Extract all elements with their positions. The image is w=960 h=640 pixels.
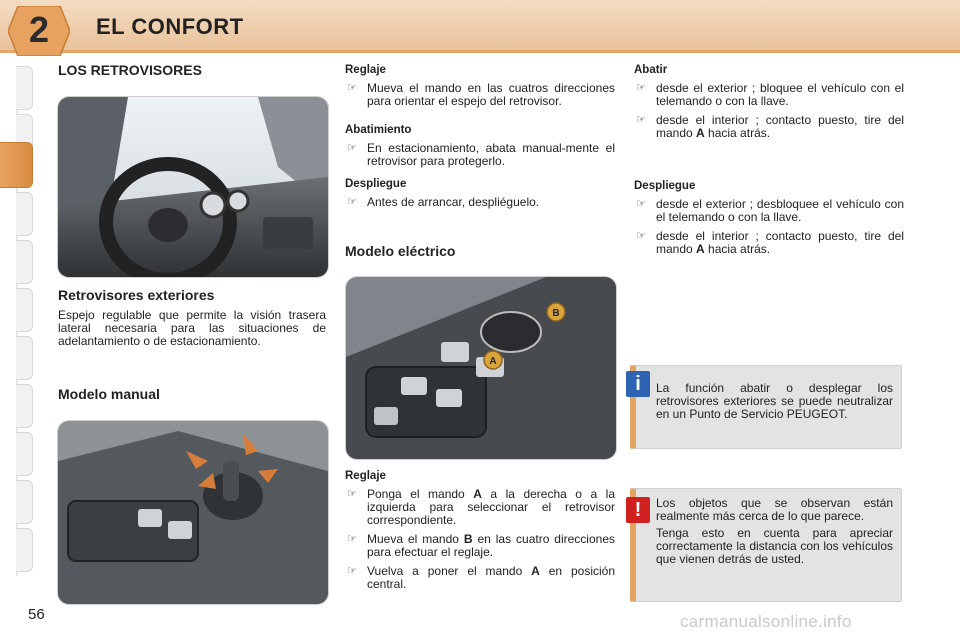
info-box [630, 365, 902, 449]
list-item-text: en posición central. [367, 564, 616, 591]
reglaje-electric-title: Reglaje [345, 470, 386, 482]
list-item-text: Antes de arrancar, despliéguelo. [367, 195, 540, 209]
list-item-text: En estacionamiento, abata manual-mente el retrovisor para protegerlo. [367, 141, 615, 168]
list-item [634, 82, 904, 108]
list-item-text: en las cuatro direcciones para efectuar el reglaje. [367, 532, 615, 559]
list-item [634, 114, 904, 140]
abatir-list [634, 82, 904, 146]
manual-control-photo [57, 420, 329, 605]
chapter-tab[interactable] [16, 528, 33, 572]
list-item-text: desde el exterior ; desbloquee el vehículo con el telemando o con la llave. [656, 197, 904, 224]
control-label: A [696, 242, 705, 256]
label-a: A [489, 356, 497, 367]
list-item [634, 198, 904, 224]
list-item-text: Mueva el mando en las cuatros direcciones para orientar el espejo del retrovisor. [367, 81, 615, 108]
reglaje-title: Reglaje [345, 64, 386, 76]
abatir-title: Abatir [634, 64, 668, 76]
list-item-text: desde el interior ; contacto puesto, tire del mando [656, 113, 904, 140]
list-item [345, 142, 615, 168]
despliegue-list [345, 196, 615, 215]
chapter-title: EL CONFORT [96, 14, 244, 39]
list-item [345, 565, 615, 591]
chapter-number: 2 [28, 9, 50, 50]
manual-model-title: Modelo manual [58, 386, 160, 402]
pointing-hand-icon: ☞ [347, 488, 357, 500]
page-number: 56 [28, 606, 45, 623]
list-item [345, 533, 615, 559]
control-label: A [531, 564, 540, 578]
chapter-tab-active[interactable] [0, 142, 33, 188]
exterior-mirrors-text: Espejo regulable que permite la visión trasera lateral necesaria para las situaciones de adelantamiento o de estacionamiento. [58, 308, 326, 348]
control-label: B [463, 532, 473, 546]
chapter-tab[interactable] [16, 288, 33, 332]
info-text: La función abatir o desplegar los retrovisores exteriores se puede neutralizar en un Punto de Servicio PEUGEOT. [656, 381, 893, 421]
list-item-text: Ponga el mando [367, 487, 474, 501]
despliegue-right-list [634, 198, 904, 262]
list-item-text: hacia atrás. [704, 126, 771, 140]
chapter-tab[interactable] [16, 240, 33, 284]
list-item-text: a la derecha o a la izquierda para seleccionar el retrovisor correspondiente. [367, 487, 616, 527]
pointing-hand-icon: ☞ [636, 230, 646, 242]
list-item-text: desde el interior ; contacto puesto, tire del mando [656, 229, 904, 256]
warning-text: Tenga esto en cuenta para apreciar correctamente la distancia con los vehículos que vienen detrás de usted. [656, 526, 893, 566]
pointing-hand-icon: ☞ [636, 198, 646, 210]
pointing-hand-icon: ☞ [347, 565, 357, 577]
warning-box [630, 488, 902, 602]
pointing-hand-icon: ☞ [347, 142, 357, 154]
control-label: A [696, 126, 705, 140]
list-item [345, 488, 615, 527]
list-item-text: Mueva el mando [367, 532, 464, 546]
exterior-mirrors-title: Retrovisores exteriores [58, 287, 215, 303]
warning-icon: ! [626, 497, 650, 523]
pointing-hand-icon: ☞ [636, 114, 646, 126]
pointing-hand-icon: ☞ [347, 533, 357, 545]
despliegue-title: Despliegue [345, 178, 407, 190]
pointing-hand-icon: ☞ [347, 196, 357, 208]
section-title: LOS RETROVISORES [58, 62, 202, 78]
warning-text: Los objetos que se observan están realmente más cerca de lo que parece. [656, 496, 893, 523]
label-b: B [552, 308, 560, 319]
electric-model-title: Modelo eléctrico [345, 243, 456, 259]
chapter-tab[interactable] [16, 66, 33, 110]
list-item [345, 82, 615, 108]
chapter-tab[interactable] [16, 432, 33, 476]
chapter-tab[interactable] [16, 192, 33, 236]
header-divider [0, 50, 960, 53]
list-item-text: Vuelva a poner el mando [367, 564, 532, 578]
list-item-text: hacia atrás. [704, 242, 771, 256]
despliegue-right-title: Despliegue [634, 180, 696, 192]
reglaje-electric-list [345, 488, 615, 597]
abatimiento-list [345, 142, 615, 174]
pointing-hand-icon: ☞ [347, 82, 357, 94]
chapter-tab[interactable] [16, 384, 33, 428]
electric-control-photo [345, 276, 617, 460]
abatimiento-title: Abatimiento [345, 124, 412, 136]
list-item [634, 230, 904, 256]
watermark: carmanualsonline.info [680, 612, 852, 631]
list-item-text: desde el exterior ; bloquee el vehículo con el telemando o con la llave. [656, 81, 904, 108]
chapter-tab[interactable] [16, 480, 33, 524]
list-item [345, 196, 615, 209]
info-icon: i [626, 371, 650, 397]
chapter-tab[interactable] [16, 336, 33, 380]
control-label: A [473, 487, 482, 501]
reglaje-list [345, 82, 615, 114]
pointing-hand-icon: ☞ [636, 82, 646, 94]
dashboard-photo [57, 96, 329, 278]
